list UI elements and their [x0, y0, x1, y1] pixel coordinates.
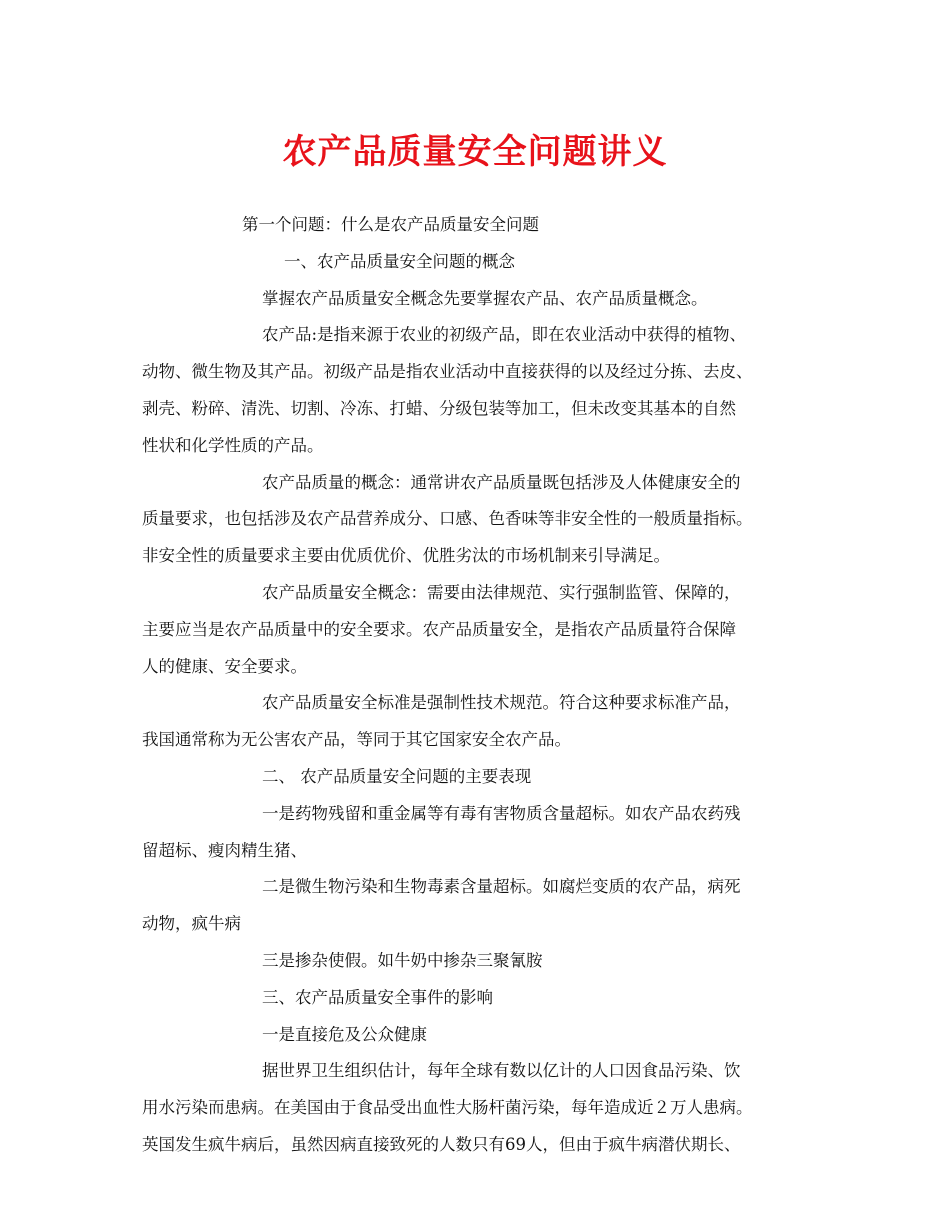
paragraph-line: 用水污染而患病。在美国由于食品受出血性大肠杆菌污染，每年造成近２万人患病。 — [142, 1098, 753, 1118]
paragraph-line: 农产品质量的概念：通常讲农产品质量既包括涉及人体健康安全的 — [262, 472, 741, 492]
question-heading: 第一个问题：什么是农产品质量安全问题 — [242, 215, 539, 234]
paragraph-line: 一是直接危及公众健康 — [262, 1024, 427, 1044]
paragraph-line: 三是掺杂使假。如牛奶中掺杂三聚氰胺 — [262, 950, 543, 970]
section-heading: 三、农产品质量安全事件的影响 — [262, 987, 493, 1007]
paragraph-line: 非安全性的质量要求主要由优质优价、优胜劣汰的市场机制来引导满足。 — [142, 546, 670, 566]
paragraph-line: 农产品质量安全概念：需要由法律规范、实行强制监管、保障的， — [262, 582, 741, 602]
paragraph-line: 剥壳、粉碎、清洗、切割、冷冻、打蜡、分级包装等加工，但未改变其基本的自然 — [142, 398, 736, 418]
paragraph-line: 留超标、瘦肉精生猪、 — [142, 840, 307, 860]
paragraph-line: 动物，疯牛病 — [142, 914, 241, 934]
paragraph-line: 人的健康、安全要求。 — [142, 656, 307, 676]
paragraph-line: 农产品质量安全标准是强制性技术规范。符合这种要求标准产品， — [262, 693, 741, 713]
paragraph-line: 掌握农产品质量安全概念先要掌握农产品、农产品质量概念。 — [262, 288, 708, 308]
paragraph-line: 据世界卫生组织估计，每年全球有数以亿计的人口因食品污染、饮 — [262, 1061, 741, 1081]
paragraph-line: 动物、微生物及其产品。初级产品是指农业活动中直接获得的以及经过分拣、去皮、 — [142, 362, 753, 382]
document-title: 农产品质量安全问题讲义 — [282, 132, 668, 172]
paragraph-line: 主要应当是农产品质量中的安全要求。农产品质量安全，是指农产品质量符合保障 — [142, 619, 736, 639]
paragraph-line: 我国通常称为无公害农产品，等同于其它国家安全农产品。 — [142, 730, 571, 750]
paragraph-line: 质量要求，也包括涉及农产品营养成分、口感、色香味等非安全性的一般质量指标。 — [142, 509, 753, 529]
paragraph-line: 英国发生疯牛病后，虽然因病直接致死的人数只有69人，但由于疯牛病潜伏期长、 — [142, 1134, 741, 1154]
paragraph-line: 二是微生物污染和生物毒素含量超标。如腐烂变质的农产品，病死 — [262, 877, 741, 897]
paragraph-line: 一是药物残留和重金属等有毒有害物质含量超标。如农产品农药残 — [262, 803, 741, 823]
document-body — [142, 207, 832, 1164]
paragraph-line: 农产品:是指来源于农业的初级产品，即在农业活动中获得的植物、 — [262, 325, 747, 345]
section-heading: 一、农产品质量安全问题的概念 — [284, 251, 515, 271]
section-heading: 二、 农产品质量安全问题的主要表现 — [262, 766, 532, 786]
paragraph-line: 性状和化学性质的产品。 — [142, 435, 324, 455]
